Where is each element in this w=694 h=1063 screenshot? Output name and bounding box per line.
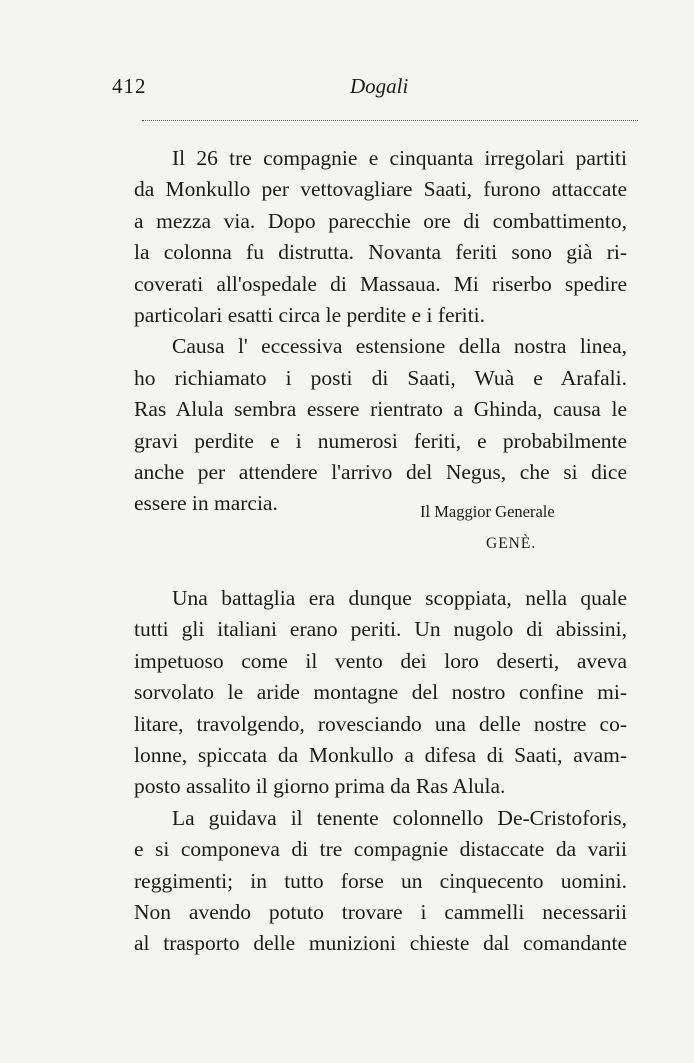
text-line: Il 26 tre compagnie e cinquanta irregolari partiti — [172, 146, 627, 170]
text-line: gravi perdite e i numerosi feriti, e probabilmente — [134, 428, 627, 453]
text-line: Non avendo potuto trovare i cammelli necessarii — [134, 899, 627, 924]
text-line: sorvolato le aride montagne del nostro confine mi- — [134, 680, 627, 705]
text-line: tutti gli italiani erano periti. Un nugolo di abissini, — [134, 617, 627, 642]
text-line: La guidava il tenente colonnello De-Cristoforis, — [172, 805, 627, 830]
text-line: lonne, spiccata da Monkullo a difesa di Saati, avam- — [134, 742, 627, 767]
page-number: 412 — [112, 74, 147, 98]
text-line: al trasporto delle munizioni chieste dal comandante — [134, 931, 627, 956]
text-line: a mezza via. Dopo parecchie ore di combattimento, — [134, 208, 627, 233]
telegram-text — [134, 143, 627, 520]
text-line: reggimenti; in tutto forse un cinquecento uomini. — [134, 868, 627, 893]
text-line: da Monkullo per vettovagliare Saati, furono attaccate — [134, 177, 627, 202]
text-line: e si componeva di tre compagnie distaccate da varii — [134, 837, 627, 862]
signature-title: Il Maggior Generale — [420, 502, 555, 521]
text-line: la colonna fu distrutta. Novanta feriti sono già ri- — [134, 240, 627, 265]
text-line: Causa l' eccessiva estensione della nostra linea, — [172, 334, 627, 359]
text-line: coverati all'ospedale di Massaua. Mi riserbo spedire — [134, 271, 627, 296]
page-header — [112, 72, 642, 102]
text-line: Ras Alula sembra essere rientrato a Ghinda, causa le — [134, 397, 627, 422]
text-line: posto assalito il giorno prima da Ras Alula. — [134, 774, 506, 799]
header-divider — [142, 120, 638, 121]
text-line: particolari esatti circa le perdite e i feriti. — [134, 302, 485, 327]
text-line: ho richiamato i posti di Saati, Wuà e Arafali. — [134, 365, 627, 390]
text-line: essere in marcia. — [134, 491, 278, 516]
signature-name: GENÈ. — [486, 535, 537, 552]
narrative-text — [134, 583, 627, 960]
text-line: impetuoso come il vento dei loro deserti, aveva — [134, 648, 627, 673]
text-line: litare, travolgendo, rovesciando una delle nostre co- — [134, 711, 627, 736]
text-line: Una battaglia era dunque scoppiata, nella quale — [172, 586, 627, 610]
text-line: anche per attendere l'arrivo del Negus, che si dice — [134, 459, 627, 484]
running-title: Dogali — [350, 74, 409, 98]
